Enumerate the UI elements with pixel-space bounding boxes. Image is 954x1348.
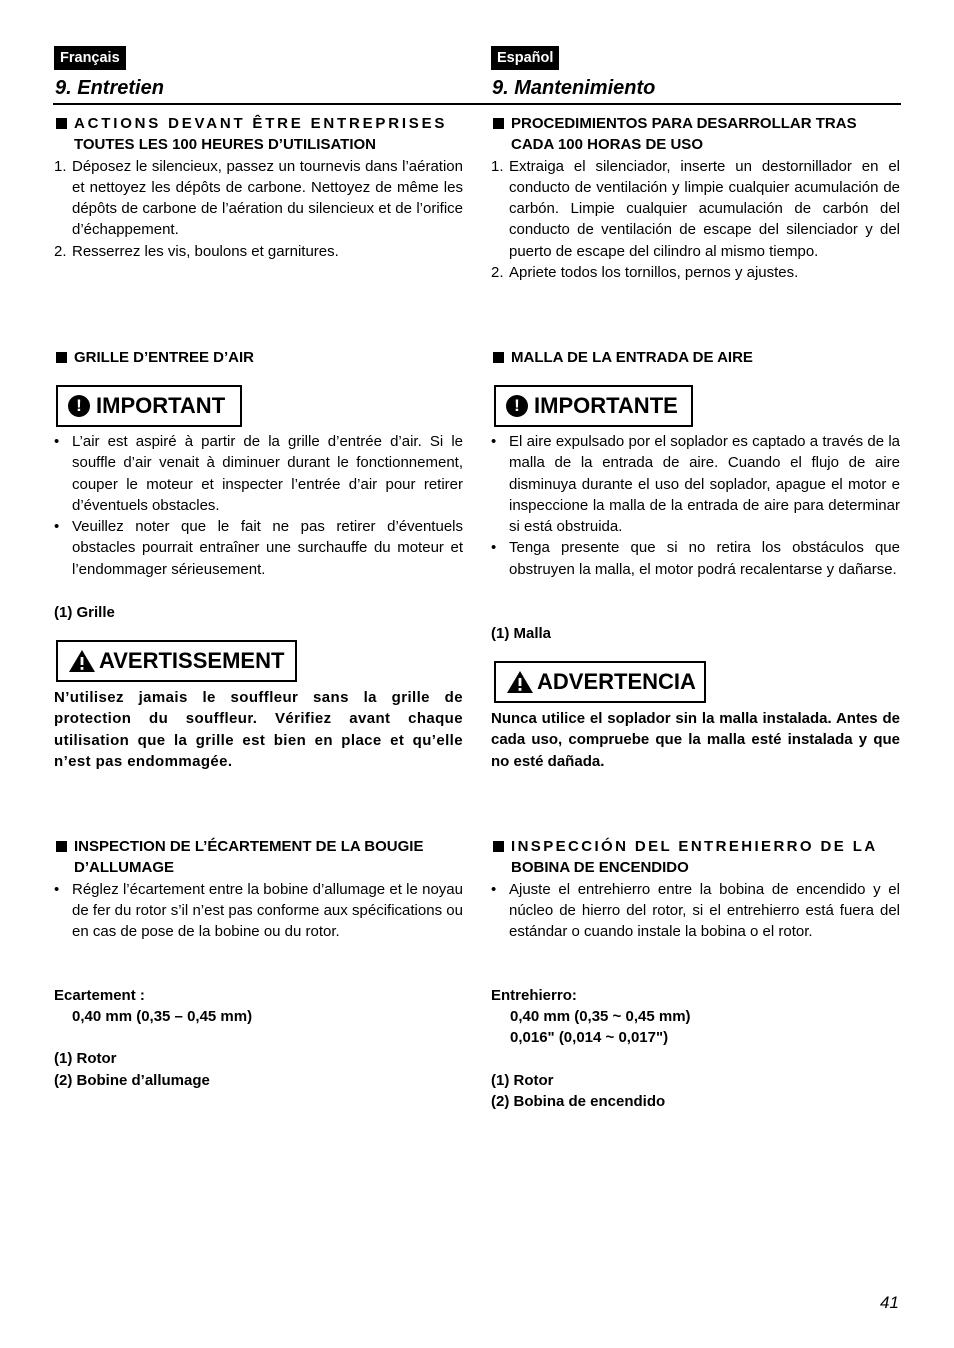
square-bullet-icon <box>56 352 67 363</box>
fr-air-intake-heading: GRILLE D’ENTREE D’AIR <box>54 347 463 368</box>
section-title-es: 9. Mantenimiento <box>492 77 656 99</box>
exclamation-circle-icon: ! <box>506 395 528 417</box>
fr-spark-gap: INSPECTION DE L’ÉCARTEMENT DE LA BOUGIE D’ALLUMAGE • Réglez l’écartement entre la bobine d’allumage et le noyau de fer du rotor s’il n’est pas conforme aux spécifications ou en cas de pose de la bobine ou du rotor. <box>54 836 463 942</box>
square-bullet-icon <box>56 118 67 129</box>
fr-important-bullets <box>54 431 463 580</box>
page-number: 41 <box>880 1293 899 1312</box>
section-heading: ACTIONS DEVANT ÊTRE ENTREPRISES TOUTES LES 100 HEURES D’UTILISATION <box>54 113 463 156</box>
list-item: • Ajuste el entrehierro entre la bobina de encendido y el núcleo de hierro del rotor, si el entrehierro está fuera del estándar o cuando instale la bobina o el rotor. <box>491 880 900 941</box>
language-tag-spanish: Español <box>491 46 559 70</box>
square-bullet-icon <box>493 841 504 852</box>
list-item: 1. Déposez le silencieux, passez un tournevis dans l’aération et nettoyez les dépôts de carbone. Nettoyez de même les dépôts de carbone de l’aération du silencieux et de l’orifice d’échappement. <box>54 157 463 239</box>
list-item: 2. Resserrez les vis, boulons et garnitures. <box>54 242 339 260</box>
header-rule <box>53 103 901 105</box>
exclamation-circle-icon: ! <box>68 395 90 417</box>
list-item: 2. Apriete todos los tornillos, pernos y ajustes. <box>491 264 799 282</box>
important-callout-fr: ! IMPORTANT <box>56 385 242 427</box>
list-item: • Réglez l’écartement entre la bobine d’allumage et le noyau de fer du rotor s’il n’est pas conforme aux spécifications ou en cas de pose de la bobine ou du rotor. <box>54 880 463 941</box>
language-tag-french: Français <box>54 46 126 70</box>
list-item: 1. Extraiga el silenciador, inserte un destornillador en el conducto de ventilación y limpie cualquier acumulación de carbón. Limpie cualquier acumulación de carbón del conducto de ventilación de escape del silenciador y del puerto de escape del cilindro al mismo tiempo. <box>491 157 900 260</box>
es-important-bullets <box>491 431 900 580</box>
es-air-intake-heading: MALLA DE LA ENTRADA DE AIRE <box>491 347 900 368</box>
part-label-rotor: (1) Rotor <box>54 1050 117 1067</box>
spec-value-fr: 0,40 mm (0,35 – 0,45 mm) <box>72 1008 253 1025</box>
spec-value-es-inch: 0,016" (0,014 ~ 0,017") <box>510 1029 669 1046</box>
list-item: • El aire expulsado por el soplador es captado a través de la malla de la entrada de aire. Cuando el flujo de aire disminuya durante el uso del soplador, apague el motor e inspeccione la malla de la entrada de aire para determinar si está obstruida. <box>491 433 900 536</box>
list-item: • L’air est aspiré à partir de la grille d’entrée d’air. Si le souffle d’air venait à diminuer durant le fonctionnement, couper le moteur et inspecter l’entrée d’air pour retirer d’éventuels obstacles. <box>54 433 463 514</box>
square-bullet-icon <box>493 352 504 363</box>
spec-label-fr: Ecartement : <box>54 987 145 1004</box>
square-bullet-icon <box>493 118 504 129</box>
square-bullet-icon <box>56 841 67 852</box>
spec-label-es: Entrehierro: <box>491 987 577 1004</box>
list-item: • Veuillez noter que le fait ne pas retirer d’éventuels obstacles pourrait entraîner une surchauffe du moteur et l’endommager sérieusement. <box>54 518 463 578</box>
spec-value-es: 0,40 mm (0,35 ~ 0,45 mm) <box>510 1008 691 1025</box>
list-item: • Tenga presente que si no retira los obstáculos que obstruyen la malla, el motor podrá recalentarse y dañarse. <box>491 539 900 578</box>
warning-text-fr: N’utilisez jamais le souffleur sans la grille de protection du souffleur. Vérifiez avant chaque utilisation que la grille est bien en place et qu’elle n’est pas endommagée. <box>54 689 463 770</box>
figure-label-grille: (1) Grille <box>54 604 115 621</box>
warning-triangle-icon <box>68 649 96 673</box>
part-label-rotor-es: (1) Rotor <box>491 1072 554 1089</box>
figure-label-malla: (1) Malla <box>491 625 552 642</box>
fr-maintenance-100h <box>54 113 463 262</box>
warning-callout-es: ADVERTENCIA <box>494 661 706 703</box>
part-label-bobina: (2) Bobina de encendido <box>491 1093 666 1110</box>
warning-triangle-icon <box>506 670 534 694</box>
warning-callout-fr: AVERTISSEMENT <box>56 640 297 682</box>
section-title-fr: 9. Entretien <box>55 77 164 99</box>
section-heading: PROCEDIMIENTOS PARA DESARROLLAR TRAS CADA 100 HORAS DE USO <box>491 113 900 156</box>
es-spark-gap: INSPECCIÓN DEL ENTREHIERRO DE LA BOBINA DE ENCENDIDO • Ajuste el entrehierro entre la bobina de encendido y el núcleo de hierro del rotor, si el entrehierro está fuera del estándar o cuando instale la bobina o el rotor. <box>491 836 900 942</box>
important-callout-es: ! IMPORTANTE <box>494 385 693 427</box>
es-maintenance-100h <box>491 113 900 283</box>
warning-text-es: Nunca utilice el soplador sin la malla instalada. Antes de cada uso, compruebe que la malla esté instalada y que no esté dañada. <box>491 710 900 770</box>
part-label-bobine: (2) Bobine d’allumage <box>54 1072 210 1089</box>
